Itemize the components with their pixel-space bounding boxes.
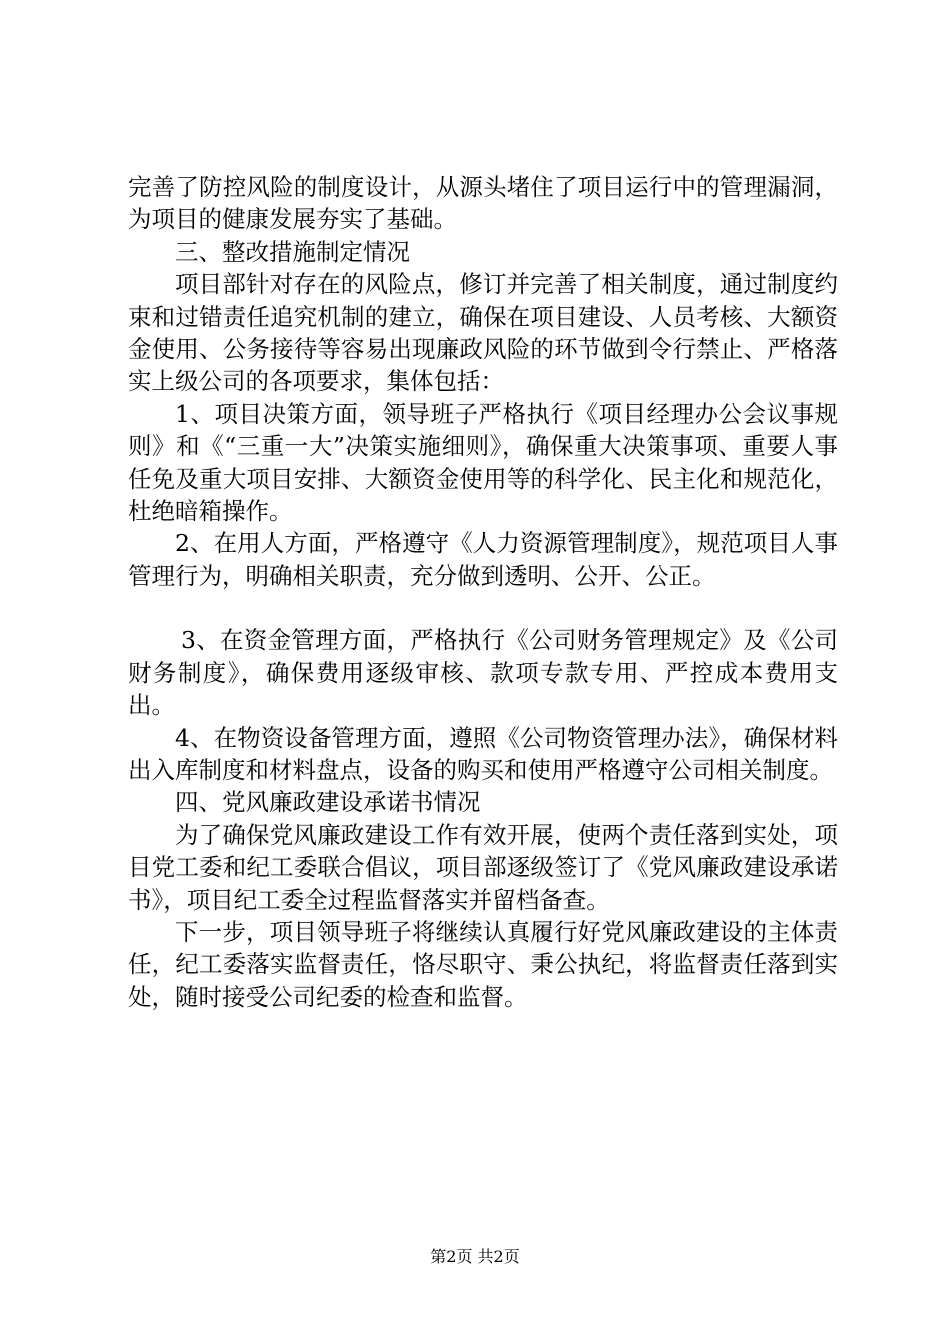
list-item-3: 3、在资金管理方面，严格执行《公司财务管理规定》及《公司财务制度》，确保费用逐级审核、款项专款专用、严控成本费用支出。: [128, 626, 838, 720]
list-item-1: 1、项目决策方面，领导班子严格执行《项目经理办公会议事规则》和《“三重一大”决策实施细则》，确保重大决策事项、重要人事任免及重大项目安排、大额资金使用等的科学化、民主化和规范化，杜绝暗箱操作。: [128, 399, 838, 526]
paragraph-pledge: 为了确保党风廉政建设工作有效开展，使两个责任落到实处，项目党工委和纪工委联合倡议，项目部逐级签订了《党风廉政建设承诺书》，项目纪工委全过程监督落实并留档备查。: [128, 820, 838, 914]
paragraph-measures: 项目部针对存在的风险点，修订并完善了相关制度，通过制度约束和过错责任追究机制的建立，确保在项目建设、人员考核、大额资金使用、公务接待等容易出现廉政风险的环节做到令行禁止、严格落实上级公司的各项要求，集体包括：: [128, 270, 838, 396]
list-item-2: 2、在用人方面，严格遵守《人力资源管理制度》，规范项目人事管理行为，明确相关职责，充分做到透明、公开、公正。: [128, 529, 838, 590]
section-heading-3: 三、整改措施制定情况: [175, 237, 410, 266]
paragraph-gap: [128, 592, 838, 624]
section-heading-4: 四、党风廉政建设承诺书情况: [175, 788, 481, 817]
page-number-footer: 第2页 共2页: [430, 1247, 520, 1266]
paragraph-next-step: 下一步，项目领导班子将继续认真履行好党风廉政建设的主体责任，纪工委落实监督责任，恪尽职守、秉公执纪，将监督责任落到实处，随时接受公司纪委的检查和监督。: [128, 917, 838, 1011]
document-body: [128, 171, 838, 1013]
paragraph-continuation: 完善了防控风险的制度设计，从源头堵住了项目运行中的管理漏洞，为项目的健康发展夯实了基础。: [128, 173, 838, 234]
list-item-4: 4、在物资设备管理方面，遵照《公司物资管理办法》，确保材料出入库制度和材料盘点，设备的购买和使用严格遵守公司相关制度。: [128, 723, 838, 784]
